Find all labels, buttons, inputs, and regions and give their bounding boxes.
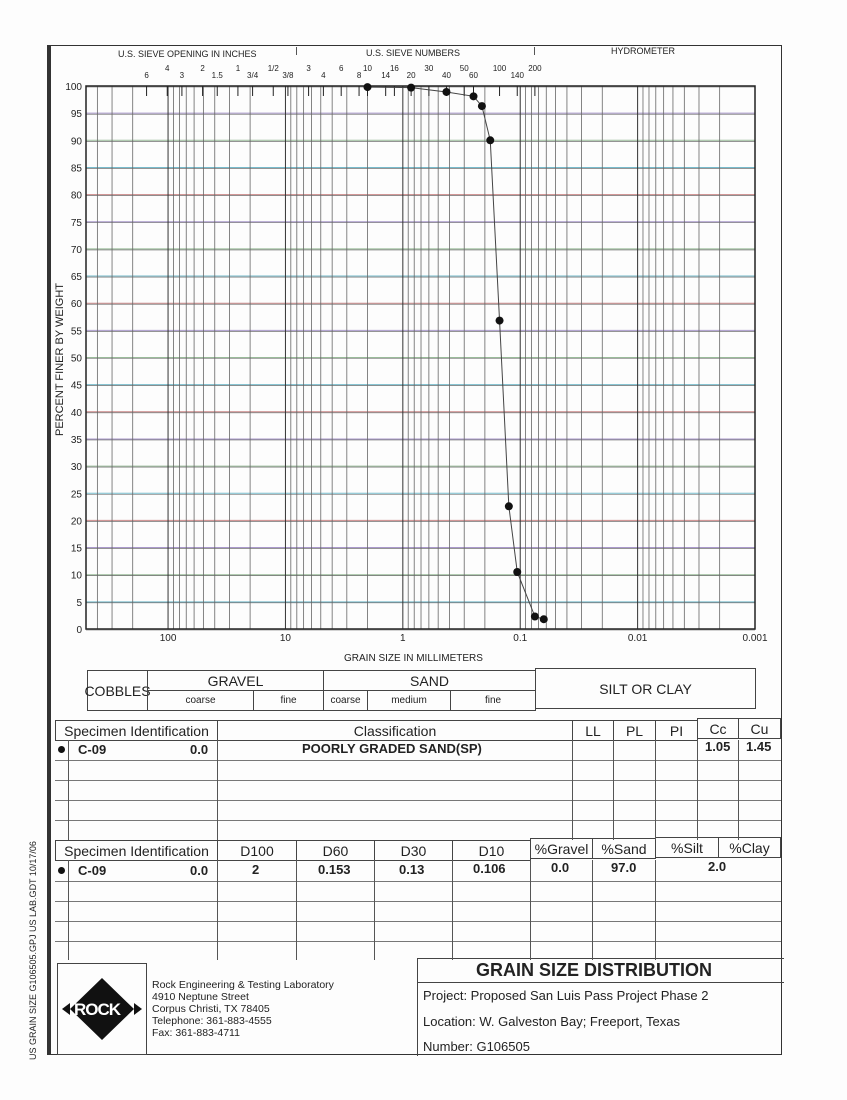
sieve-label: 1 (235, 64, 241, 73)
y-tick-label: 30 (70, 462, 82, 474)
lab-street: 4910 Neptune Street (152, 991, 249, 1003)
y-tick-label: 100 (65, 82, 82, 93)
gradation-curve (367, 87, 543, 619)
band-cobbles: COBBLES (87, 670, 148, 711)
band-sand-medium: medium (367, 690, 451, 711)
cc-value: 1.05 (705, 739, 731, 754)
sieve-label: 140 (510, 71, 524, 80)
specimen-id: C-09 (78, 863, 107, 878)
sieve-label: 30 (424, 64, 434, 73)
lab-fax: Fax: 361-883-4711 (152, 1027, 240, 1039)
y-tick-label: 50 (70, 353, 82, 365)
col-gravel: %Gravel (530, 838, 593, 859)
location: Location: W. Galveston Bay; Freeport, Texas (423, 1014, 680, 1029)
y-tick-label: 10 (70, 570, 82, 582)
band-sand-fine: fine (450, 690, 536, 711)
data-point (470, 92, 478, 100)
specimen-id: C-09 (78, 742, 107, 757)
col-d60: D60 (296, 840, 375, 861)
sieve-label: 50 (459, 64, 469, 73)
y-tick-label: 70 (70, 244, 82, 256)
table-col-line (68, 740, 69, 840)
d30-value: 0.13 (399, 862, 425, 877)
y-tick-label: 20 (70, 516, 82, 528)
data-point (407, 84, 415, 92)
band-silt-clay: SILT OR CLAY (535, 668, 756, 709)
x-tick-label: 0.1 (513, 633, 528, 644)
y-tick-label: 75 (70, 217, 82, 229)
col-d100: D100 (217, 840, 297, 861)
y-tick-label: 65 (70, 272, 82, 284)
col-cu: Cu (738, 718, 781, 739)
sieve-label: 4 (321, 71, 326, 80)
data-point (442, 88, 450, 96)
sieve-label: 2 (200, 64, 205, 73)
data-point (363, 83, 371, 91)
sieve-label: 1/2 (267, 64, 279, 73)
band-sand-coarse: coarse (323, 690, 368, 711)
y-tick-label: 80 (70, 190, 82, 202)
lab-name: Rock Engineering & Testing Laboratory (152, 979, 334, 991)
band-gravel-fine: fine (253, 690, 324, 711)
y-tick-label: 85 (70, 163, 82, 175)
sieve-label: 3 (179, 71, 185, 80)
col-ll: LL (572, 720, 614, 741)
sieve-label: 3/4 (247, 71, 259, 80)
table-row-line (55, 820, 781, 821)
sieve-label: 6 (338, 64, 344, 73)
logo-text: ROCK (74, 1000, 121, 1019)
sieve-label: 1.5 (211, 71, 223, 80)
data-point (496, 317, 504, 325)
sieve-label: 4 (165, 64, 170, 73)
sieve-label: 40 (442, 71, 451, 80)
y-tick-label: 15 (70, 543, 82, 555)
data-point (505, 502, 513, 510)
table-col-line (655, 860, 656, 960)
y-tick-label: 35 (70, 434, 82, 446)
col-silt: %Silt (655, 837, 719, 858)
sieve-label: 6 (144, 71, 149, 80)
header-hydrometer: HYDROMETER (611, 46, 676, 56)
header-sieve-numbers: U.S. SIEVE NUMBERS (366, 48, 461, 58)
specimen-depth: 0.0 (190, 863, 209, 878)
sieve-label: 3 (306, 64, 311, 73)
table-col-line (217, 740, 218, 840)
col-clay: %Clay (718, 837, 781, 858)
file-stamp: US GRAIN SIZE G106505.GPJ US LAB.GDT 10/17/06 (28, 841, 38, 1060)
y-tick-label: 95 (70, 109, 82, 121)
series-marker-icon (58, 746, 65, 753)
y-tick-label: 0 (76, 625, 82, 636)
y-tick-label: 60 (70, 299, 82, 311)
x-tick-label: 0.001 (742, 633, 768, 644)
table-col-line (613, 740, 614, 840)
classification-value: POORLY GRADED SAND(SP) (302, 741, 482, 756)
table-col-line (530, 860, 531, 960)
col-specimen: Specimen Identification (55, 840, 218, 861)
x-tick-label: 0.01 (627, 633, 648, 644)
table-col-line (217, 860, 218, 960)
sieve-label: 8 (356, 71, 362, 80)
data-point (513, 568, 521, 576)
y-tick-label: 5 (76, 597, 82, 609)
data-point (531, 613, 539, 621)
data-point (540, 615, 548, 623)
col-classification: Classification (217, 720, 573, 741)
col-specimen: Specimen Identification (55, 720, 218, 741)
y-tick-label: 40 (70, 407, 82, 419)
sieve-label: 3/8 (282, 71, 294, 80)
specimen-depth: 0.0 (190, 742, 209, 757)
sieve-label: 10 (363, 64, 372, 73)
x-axis-label: GRAIN SIZE IN MILLIMETERS (344, 653, 483, 664)
y-tick-label: 55 (70, 326, 82, 338)
sieve-label: 200 (528, 64, 542, 73)
cu-value: 1.45 (746, 739, 772, 754)
col-pl: PL (613, 720, 656, 741)
sieve-label: 16 (389, 64, 399, 73)
col-d30: D30 (374, 840, 453, 861)
table-col-line (68, 860, 69, 960)
table-col-line (374, 860, 375, 960)
x-tick-label: 10 (279, 633, 292, 644)
table-col-line (655, 740, 656, 840)
table-row-line (55, 780, 781, 781)
logo-box (57, 963, 147, 1055)
sand-value: 97.0 (611, 860, 637, 875)
col-sand: %Sand (592, 838, 656, 859)
band-gravel-coarse: coarse (147, 690, 254, 711)
table-col-line (296, 860, 297, 960)
d100-value: 2 (252, 862, 260, 877)
table-col-line (452, 860, 453, 960)
number: Number: G106505 (423, 1039, 530, 1054)
table-row-line (55, 881, 781, 882)
sieve-label: 60 (469, 71, 478, 80)
y-tick-label: 45 (70, 380, 82, 392)
table-row-line (55, 941, 781, 942)
gravel-value: 0.0 (551, 860, 570, 875)
report-title: GRAIN SIZE DISTRIBUTION (476, 960, 713, 980)
col-d10: D10 (452, 840, 531, 861)
data-point (486, 136, 494, 144)
x-tick-label: 1 (400, 633, 406, 644)
table-col-line (697, 740, 698, 840)
sieve-label: 20 (406, 71, 416, 80)
x-tick-label: 100 (159, 633, 177, 644)
table-col-line (592, 860, 593, 960)
band-gravel: GRAVEL (147, 670, 324, 691)
table-row-line (55, 800, 781, 801)
table-row-line (55, 760, 781, 761)
lab-address (152, 979, 334, 1039)
project: Project: Proposed San Luis Pass Project Phase 2 (423, 988, 709, 1003)
table-row-line (55, 921, 781, 922)
col-pi: PI (655, 720, 698, 741)
table-col-line (738, 740, 739, 840)
y-axis-label: PERCENT FINER BY WEIGHT (54, 282, 66, 436)
header-sieve-inches: U.S. SIEVE OPENING IN INCHES (118, 49, 257, 59)
d10-value: 0.106 (473, 861, 506, 876)
sieve-label: 14 (381, 71, 391, 80)
table-col-line (572, 740, 573, 840)
data-point (478, 102, 486, 110)
silt-clay-value: 2.0 (708, 859, 727, 874)
lab-phone: Telephone: 361-883-4555 (152, 1015, 272, 1027)
series-marker-icon (58, 867, 65, 874)
d60-value: 0.153 (318, 862, 351, 877)
sieve-label: 100 (492, 64, 507, 73)
title-block (417, 958, 784, 1056)
lab-city: Corpus Christi, TX 78405 (152, 1003, 270, 1015)
table-row-line (55, 901, 781, 902)
y-tick-label: 25 (70, 489, 82, 501)
band-sand: SAND (323, 670, 536, 691)
y-tick-label: 90 (70, 136, 82, 148)
col-cc: Cc (697, 718, 739, 739)
